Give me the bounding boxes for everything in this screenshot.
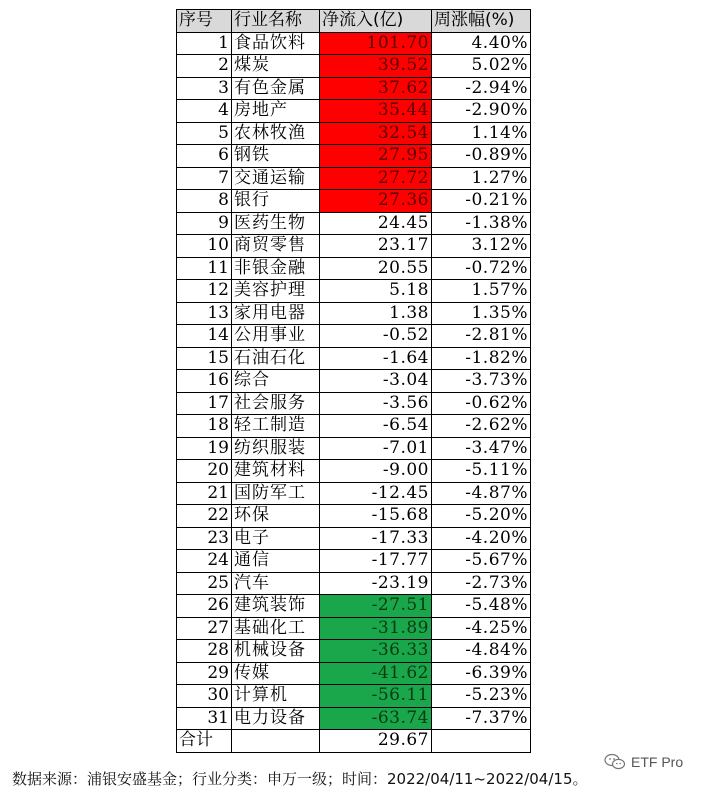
row-index: 2 — [177, 55, 232, 78]
row-industry-name: 建筑装饰 — [232, 595, 320, 618]
row-net-inflow: -3.56 — [320, 392, 432, 415]
row-industry-name: 非银金融 — [232, 257, 320, 280]
row-net-inflow: 101.70 — [320, 32, 432, 55]
table-row — [177, 550, 531, 573]
row-net-inflow: -56.11 — [320, 685, 432, 708]
row-index: 6 — [177, 145, 232, 168]
row-weekly-change: -0.62% — [432, 392, 531, 415]
row-weekly-change: 1.14% — [432, 122, 531, 145]
wechat-icon — [604, 753, 626, 771]
row-industry-name: 银行 — [232, 190, 320, 213]
row-index: 24 — [177, 550, 232, 573]
table-row — [177, 280, 531, 303]
row-industry-name: 机械设备 — [232, 640, 320, 663]
row-weekly-change: 4.40% — [432, 32, 531, 55]
row-net-inflow: 24.45 — [320, 212, 432, 235]
row-industry-name: 钢铁 — [232, 145, 320, 168]
row-industry-name: 商贸零售 — [232, 235, 320, 258]
total-blank-cell — [232, 730, 320, 753]
row-industry-name: 传媒 — [232, 662, 320, 685]
row-net-inflow: 39.52 — [320, 55, 432, 78]
row-industry-name: 医药生物 — [232, 212, 320, 235]
row-industry-name: 综合 — [232, 370, 320, 393]
row-index: 7 — [177, 167, 232, 190]
row-index: 13 — [177, 302, 232, 325]
header-industry: 行业名称 — [232, 10, 320, 33]
row-net-inflow: -6.54 — [320, 415, 432, 438]
row-index: 11 — [177, 257, 232, 280]
row-index: 12 — [177, 280, 232, 303]
row-weekly-change: -5.23% — [432, 685, 531, 708]
row-index: 31 — [177, 707, 232, 730]
table-row — [177, 437, 531, 460]
row-industry-name: 环保 — [232, 505, 320, 528]
row-weekly-change: 1.35% — [432, 302, 531, 325]
table-row — [177, 190, 531, 213]
row-net-inflow: -17.77 — [320, 550, 432, 573]
row-index: 23 — [177, 527, 232, 550]
table-row — [177, 145, 531, 168]
row-index: 4 — [177, 100, 232, 123]
row-industry-name: 通信 — [232, 550, 320, 573]
row-net-inflow: -0.52 — [320, 325, 432, 348]
row-weekly-change: -0.21% — [432, 190, 531, 213]
row-index: 28 — [177, 640, 232, 663]
row-net-inflow: 1.38 — [320, 302, 432, 325]
row-industry-name: 煤炭 — [232, 55, 320, 78]
row-net-inflow: 20.55 — [320, 257, 432, 280]
row-index: 21 — [177, 482, 232, 505]
row-weekly-change: -0.72% — [432, 257, 531, 280]
row-weekly-change: -5.48% — [432, 595, 531, 618]
row-weekly-change: -2.94% — [432, 77, 531, 100]
row-index: 17 — [177, 392, 232, 415]
row-weekly-change: -2.90% — [432, 100, 531, 123]
table-row — [177, 77, 531, 100]
row-net-inflow: -9.00 — [320, 460, 432, 483]
row-weekly-change: -5.20% — [432, 505, 531, 528]
row-net-inflow: -31.89 — [320, 617, 432, 640]
table-row — [177, 685, 531, 708]
row-weekly-change: 5.02% — [432, 55, 531, 78]
table-row — [177, 212, 531, 235]
row-net-inflow: -41.62 — [320, 662, 432, 685]
table-row — [177, 32, 531, 55]
row-net-inflow: -23.19 — [320, 572, 432, 595]
row-index: 22 — [177, 505, 232, 528]
table-row — [177, 527, 531, 550]
row-industry-name: 轻工制造 — [232, 415, 320, 438]
row-industry-name: 建筑材料 — [232, 460, 320, 483]
table-row — [177, 167, 531, 190]
row-index: 10 — [177, 235, 232, 258]
row-index: 25 — [177, 572, 232, 595]
row-weekly-change: 3.12% — [432, 235, 531, 258]
row-industry-name: 汽车 — [232, 572, 320, 595]
table-header-row — [177, 10, 531, 33]
watermark — [604, 752, 683, 772]
table-row — [177, 55, 531, 78]
table-row — [177, 595, 531, 618]
table-row — [177, 122, 531, 145]
header-net-inflow: 净流入(亿) — [320, 10, 432, 33]
row-net-inflow: 37.62 — [320, 77, 432, 100]
row-weekly-change: -0.89% — [432, 145, 531, 168]
table-row — [177, 505, 531, 528]
row-industry-name: 社会服务 — [232, 392, 320, 415]
row-index: 3 — [177, 77, 232, 100]
row-net-inflow: 32.54 — [320, 122, 432, 145]
table-row — [177, 235, 531, 258]
row-weekly-change: -4.84% — [432, 640, 531, 663]
row-weekly-change: -2.62% — [432, 415, 531, 438]
total-row — [177, 730, 531, 753]
row-weekly-change: 1.27% — [432, 167, 531, 190]
total-inflow: 29.67 — [320, 730, 432, 753]
row-index: 30 — [177, 685, 232, 708]
row-industry-name: 电力设备 — [232, 707, 320, 730]
row-industry-name: 国防军工 — [232, 482, 320, 505]
row-net-inflow: -15.68 — [320, 505, 432, 528]
row-industry-name: 电子 — [232, 527, 320, 550]
row-weekly-change: -4.87% — [432, 482, 531, 505]
table-row — [177, 370, 531, 393]
row-industry-name: 计算机 — [232, 685, 320, 708]
table-row — [177, 302, 531, 325]
row-industry-name: 石油石化 — [232, 347, 320, 370]
table-row — [177, 100, 531, 123]
row-net-inflow: 27.95 — [320, 145, 432, 168]
row-industry-name: 家用电器 — [232, 302, 320, 325]
row-industry-name: 交通运输 — [232, 167, 320, 190]
row-index: 18 — [177, 415, 232, 438]
table-row — [177, 415, 531, 438]
row-net-inflow: 35.44 — [320, 100, 432, 123]
row-net-inflow: -1.64 — [320, 347, 432, 370]
row-weekly-change: 1.57% — [432, 280, 531, 303]
row-index: 8 — [177, 190, 232, 213]
row-index: 5 — [177, 122, 232, 145]
row-index: 14 — [177, 325, 232, 348]
row-weekly-change: -1.38% — [432, 212, 531, 235]
row-index: 1 — [177, 32, 232, 55]
total-label: 合计 — [177, 730, 232, 753]
table-row — [177, 257, 531, 280]
industry-flow-table — [176, 9, 531, 753]
table-row — [177, 617, 531, 640]
table-row — [177, 347, 531, 370]
row-net-inflow: -27.51 — [320, 595, 432, 618]
watermark-text: ETF Pro — [631, 754, 684, 770]
row-weekly-change: -6.39% — [432, 662, 531, 685]
table-row — [177, 392, 531, 415]
row-net-inflow: 23.17 — [320, 235, 432, 258]
row-index: 19 — [177, 437, 232, 460]
table-row — [177, 572, 531, 595]
table-row — [177, 640, 531, 663]
row-net-inflow: 27.36 — [320, 190, 432, 213]
row-net-inflow: -7.01 — [320, 437, 432, 460]
row-industry-name: 美容护理 — [232, 280, 320, 303]
row-industry-name: 基础化工 — [232, 617, 320, 640]
row-weekly-change: -1.82% — [432, 347, 531, 370]
row-net-inflow: -63.74 — [320, 707, 432, 730]
row-weekly-change: -3.73% — [432, 370, 531, 393]
total-change-blank — [432, 730, 531, 753]
row-index: 20 — [177, 460, 232, 483]
row-index: 27 — [177, 617, 232, 640]
table-row — [177, 460, 531, 483]
row-industry-name: 纺织服装 — [232, 437, 320, 460]
row-weekly-change: -3.47% — [432, 437, 531, 460]
table-row — [177, 325, 531, 348]
table-row — [177, 482, 531, 505]
row-net-inflow: 5.18 — [320, 280, 432, 303]
row-index: 16 — [177, 370, 232, 393]
row-industry-name: 食品饮料 — [232, 32, 320, 55]
header-index: 序号 — [177, 10, 232, 33]
row-weekly-change: -5.11% — [432, 460, 531, 483]
row-weekly-change: -7.37% — [432, 707, 531, 730]
row-weekly-change: -4.25% — [432, 617, 531, 640]
row-net-inflow: -12.45 — [320, 482, 432, 505]
row-industry-name: 有色金属 — [232, 77, 320, 100]
row-weekly-change: -5.67% — [432, 550, 531, 573]
row-weekly-change: -2.81% — [432, 325, 531, 348]
row-net-inflow: 27.72 — [320, 167, 432, 190]
row-weekly-change: -4.20% — [432, 527, 531, 550]
row-industry-name: 农林牧渔 — [232, 122, 320, 145]
table-row — [177, 662, 531, 685]
row-index: 9 — [177, 212, 232, 235]
row-industry-name: 公用事业 — [232, 325, 320, 348]
row-index: 15 — [177, 347, 232, 370]
row-index: 26 — [177, 595, 232, 618]
source-footnote: 数据来源：浦银安盛基金；行业分类：申万一级；时间：2022/04/11~2022/04/15。 — [12, 770, 588, 788]
row-index: 29 — [177, 662, 232, 685]
row-net-inflow: -17.33 — [320, 527, 432, 550]
table-row — [177, 707, 531, 730]
row-net-inflow: -36.33 — [320, 640, 432, 663]
row-industry-name: 房地产 — [232, 100, 320, 123]
row-weekly-change: -2.73% — [432, 572, 531, 595]
row-net-inflow: -3.04 — [320, 370, 432, 393]
header-weekly-change: 周涨幅(%) — [432, 10, 531, 33]
